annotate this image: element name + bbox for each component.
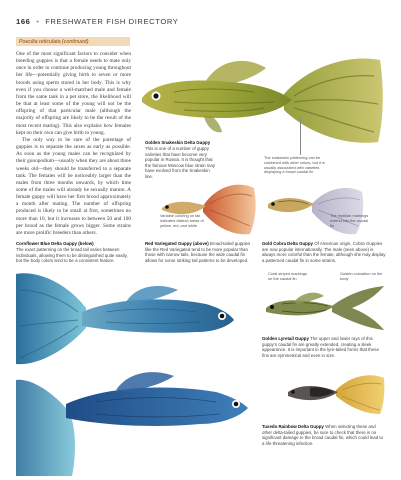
caption-golden-lyretail [262,336,386,358]
caption-title: Red Variegated Guppy (above) [145,241,209,246]
caption-text: The exact patterning on the broad tail varies between individuals, allowing them to be distinguished quite easily, but the body colors tend to be a consistent feature. [16,247,128,263]
caption-text: When selecting these and other delta-tailed guppies, be sure to check that there is no significant damage to the broad caudal fin, which could lead to a life-threatening infection. [262,424,384,446]
caption-title: Golden Lyretail Guppy [262,336,309,341]
caption-tuxedo-rainbow [262,424,386,446]
caption-title: Tuxedo Rainbow Delta Guppy [262,424,324,429]
caption-text: Of American origin, Cobra Guppies are now popular internationally. The male (seen above) is always more colorful than the female, although she may display a patterned caudal fin in some strains. [262,241,386,263]
caption-red-variegated [145,241,257,263]
header-separator: • [36,17,40,26]
caption-title: Cornflower Blue Delta Guppy (below) [16,241,94,246]
caption-text: Broad-tailed guppies like the Red Variegated tend to be more popular than those with narrow tails, because the wide caudal fin allows for some striking tail patterns to be developed. [145,241,251,263]
caption-cornflower-blue [16,241,128,264]
caption-text: The upper and lower rays of this guppy's caudal fin are greatly extended, creating a sleek appearance. It is important in the lyre-tailed forms that these fins are symmetrical and even in size. [262,336,379,358]
caption-text: This is one of a number of guppy varieties that have become very popular in Russia. It is thought that the famous Moscow blue strain may have evolved from the Snakeskin line. [145,146,216,179]
section-title: FRESHWATER FISH DIRECTORY [45,17,179,26]
caption-golden-snakeskin [145,140,217,179]
caption-title: Golden Snakeskin Delta Guppy [145,140,211,145]
body-paragraph: The only way to be sure of the parentage of guppies is to separate the sexes as early as possible. As soon as the young males can be recognized by their gonopodium—usually when they are about three weeks old—they should be transferred to a separate tank. The females will be noticeably larger than the males from three months onwards, by which time some of the males will already be sexually mature. A female guppy will have her first brood approximately a month after mating. The number of offspring produced is likely to be small at first, sometimes no more than 10, but it increases to between 50 and 100 per brood as the female grows bigger. Some strains are more prolific breeders than others. [16,136,131,236]
note-golden-coloration: Golden coloration on the body [340,271,383,281]
species-name-bar: Poecilia reticulata (continued) [16,37,130,46]
golden-snakeskin-guppy-photo [134,46,386,154]
gold-cobra-guppy-photo [262,180,366,238]
leader-line [300,118,301,155]
page-number: 166 [16,17,31,26]
body-paragraph: One of the most significant factors to consider when breeding guppies is that a female needs to mate only once in order to continue producing young throughout her life—potentially giving birth to seven or more broods using sperm stored in her body. This is why even if you choose a well-matched male and female from the same tank in a pet store, the likelihood will be that at least some of the young will not be the offspring of that particular male (although the majority of offspring are likely to be the result of the most recent mating). This also explains how females kept on their own can give birth to young. [16,51,131,136]
red-variegated-guppy-photo [158,178,258,238]
cornflower-blue-guppy-photo [16,268,260,476]
golden-lyretail-guppy-photo [262,284,386,332]
page-header [16,17,178,26]
note-coral-stripes: Coral striped markings on the caudal fin [268,271,307,281]
caption-gold-cobra [262,241,386,263]
body-text [16,51,131,237]
tuxedo-rainbow-guppy-photo [284,370,386,416]
caption-title: Gold Cobra Delta Guppy [262,241,313,246]
note-cobra-markings: The reptilian markings extend into the caudal fin [330,213,369,228]
note-red-variable-coloring: Variable coloring on tail indicates distinct areas of yellow, red, and white [160,213,204,228]
note-snakeskin-pattern: The snakeskin patterning can be combined with other colors, but it is usually associated with varieties displaying a broad caudal fin [264,155,325,175]
